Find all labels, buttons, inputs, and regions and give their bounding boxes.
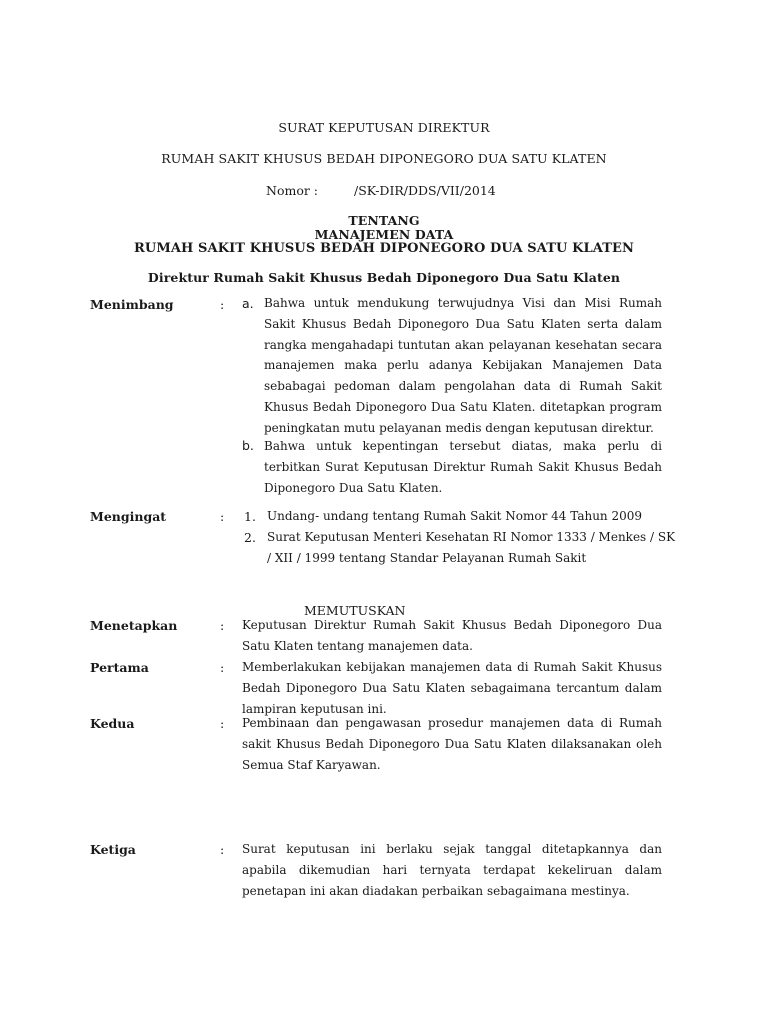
tentang-heading: TENTANG [348, 213, 420, 228]
document-title: SURAT KEPUTUSAN DIREKTUR [278, 120, 490, 135]
menimbang-item-b-marker: b. [242, 438, 254, 453]
mengingat-item-2-line-2: / XII / 1999 tentang Standar Pelayanan Rumah Sakit [267, 551, 587, 565]
mengingat-item-1-marker: 1. [244, 509, 256, 524]
pertama-label: Pertama [90, 660, 149, 675]
memutuskan-heading: MEMUTUSKAN [304, 603, 406, 618]
menimbang-label: Menimbang [90, 297, 174, 312]
institution-name: RUMAH SAKIT KHUSUS BEDAH DIPONEGORO DUA SATU KLATEN [161, 151, 607, 166]
ketiga-text: Surat keputusan ini berlaku sejak tanggal ditetapkannya dan apabila dikemudian hari ternyata terdapat kekeliruan dalam penetapan ini akan diadakan perbaikan sebagaimana mestinya. [242, 842, 662, 898]
mengingat-label: Mengingat [90, 509, 167, 524]
issuer-line: Direktur Rumah Sakit Khusus Bedah Diponegoro Dua Satu Klaten [147, 270, 621, 285]
mengingat-item-2-marker: 2. [244, 530, 256, 545]
menimbang-item-a-marker: a. [242, 296, 254, 311]
ketiga-label: Ketiga [90, 842, 136, 857]
subject-heading: MANAJEMEN DATA [314, 227, 454, 242]
menimbang-item-b-text: Bahwa untuk kepentingan tersebut diatas, maka perlu di terbitkan Surat Keputusan Direktur Rumah Sakit Khusus Bedah Diponegoro Dua Satu Klaten. [264, 439, 662, 495]
kedua-text: Pembinaan dan pengawasan prosedur manajemen data di Rumah sakit Khusus Bedah Diponegoro Dua Satu Klaten dilaksanakan oleh Semua Staf Karyawan. [242, 716, 662, 772]
mengingat-item-2-line-1: Surat Keputusan Menteri Kesehatan RI Nomor 1333 / Menkes / SK [267, 530, 676, 544]
menetapkan-colon: : [220, 618, 225, 633]
pertama-colon: : [220, 660, 225, 675]
nomor-label: Nomor : [266, 183, 319, 198]
menimbang-colon: : [220, 297, 225, 312]
menetapkan-label: Menetapkan [90, 618, 178, 633]
nomor-value: /SK-DIR/DDS/VII/2014 [354, 183, 496, 198]
mengingat-item-1-text: Undang- undang tentang Rumah Sakit Nomor 44 Tahun 2009 [267, 509, 643, 523]
pertama-text: Memberlakukan kebijakan manajemen data di Rumah Sakit Khusus Bedah Diponegoro Dua Satu Klaten sebagaimana tercantum dalam lampiran keputusan ini. [242, 660, 662, 716]
subject-institution-heading: RUMAH SAKIT KHUSUS BEDAH DIPONEGORO DUA SATU KLATEN [134, 241, 634, 256]
kedua-label: Kedua [90, 716, 135, 731]
menetapkan-text: Keputusan Direktur Rumah Sakit Khusus Bedah Diponegoro Dua Satu Klaten tentang manajemen data. [242, 618, 662, 653]
menimbang-item-a-text: Bahwa untuk mendukung terwujudnya Visi dan Misi Rumah Sakit Khusus Bedah Diponegoro Dua Satu Klaten serta dalam rangka mengahadapi tuntutan akan pelayanan kesehatan secara manajemen maka perlu adanya Kebijakan Manajemen Data sebabagai pedoman dalam pengolahan data di Rumah Sakit Khusus Bedah Diponegoro Dua Satu Klaten. ditetapkan program peningkatan mutu pelayanan medis dengan keputusan direktur. [264, 296, 662, 435]
ketiga-colon: : [220, 842, 225, 857]
kedua-colon: : [220, 716, 225, 731]
mengingat-colon: : [220, 509, 225, 524]
